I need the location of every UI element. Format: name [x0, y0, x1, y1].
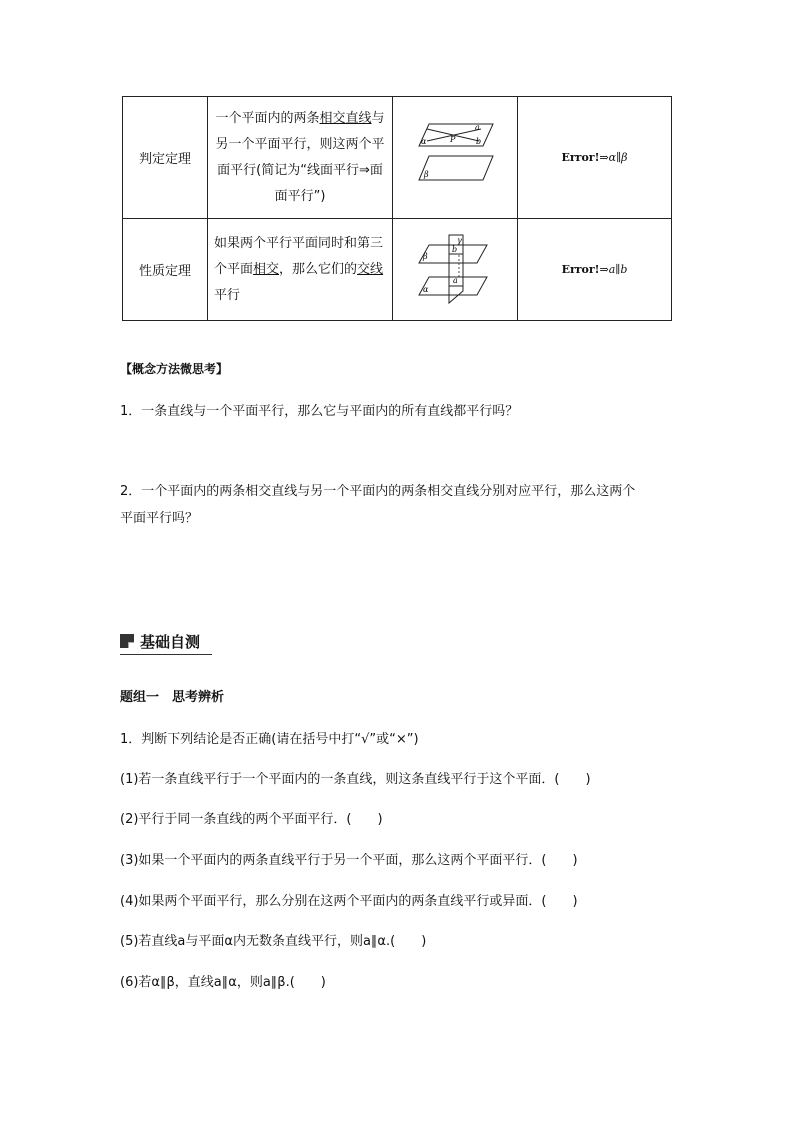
error-text: Error! [561, 263, 600, 276]
question-2-line-2: 平面平行吗？ [120, 511, 199, 526]
symbol-expression: ⇒a∥b [599, 263, 628, 276]
theorem-text [208, 219, 393, 321]
question-intro: 1．判断下列结论是否正确(请在括号中打“√”或“×”) [120, 732, 419, 747]
text-part: 一个平面内的两条 [215, 110, 320, 126]
judgement-item: (4)如果两个平面平行，那么分别在这两个平面内的两条直线平行或异面．( ) [120, 894, 578, 909]
group-title: 题组一 思考辨析 [120, 690, 225, 705]
section-square-icon [120, 634, 134, 648]
text-part: 如果两个平行平面同时和第三个平面 [214, 235, 384, 277]
label-b: b [452, 244, 458, 254]
theorem-symbol [518, 219, 672, 321]
label-b: b [476, 136, 482, 146]
theorem-symbol [518, 97, 672, 219]
judgement-item: (3)如果一个平面内的两条直线平行于另一个平面，那么这两个平面平行．( ) [120, 853, 578, 868]
text-part: ，那么它们的 [279, 261, 358, 277]
judgement-item: (5)若直线a与平面α内无数条直线平行，则a∥α.( ) [120, 934, 427, 949]
underlined-term: 交线 [357, 261, 384, 277]
label-beta: β [423, 251, 428, 261]
label-gamma: γ [457, 235, 462, 245]
label-a: a [475, 122, 480, 132]
table-row-decision-theorem [123, 97, 672, 219]
judgement-item: (1)若一条直线平行于一个平面内的一条直线，则这条直线平行于这个平面．( ) [120, 772, 591, 787]
label-a: a [453, 275, 458, 285]
symbol-expression: ⇒α∥β [599, 151, 628, 164]
theorem-figure [393, 97, 518, 219]
question-2-line-1: 2．一个平面内的两条相交直线与另一个平面内的两条相交直线分别对应平行，那么这两个 [120, 484, 636, 499]
label-alpha: α [421, 136, 427, 146]
label-beta: β [424, 169, 429, 179]
table-row-property-theorem [123, 219, 672, 321]
section-header [120, 630, 212, 655]
question-1: 1．一条直线与一个平面平行，那么它与平面内的所有直线都平行吗？ [120, 404, 519, 419]
text-part: 与另一个平面平行，则这两个平面平行(简记为“线面平行⇒面面平行”) [215, 110, 385, 204]
theorem-figure [393, 219, 518, 321]
underlined-term: 相交 [253, 261, 280, 277]
theorem-text [208, 97, 393, 219]
label-P: P [450, 134, 456, 144]
underlined-term: 相交直线 [319, 110, 372, 126]
theorem-name: 判定定理 [123, 97, 208, 219]
planes-figure [415, 120, 495, 192]
three-planes-figure [417, 231, 493, 305]
text-part: 平行 [214, 287, 241, 303]
theorem-name: 性质定理 [123, 219, 208, 321]
judgement-item: (2)平行于同一条直线的两个平面平行．( ) [120, 812, 383, 827]
concept-heading: 【概念方法微思考】 [120, 362, 229, 376]
label-alpha: α [423, 284, 429, 294]
theorem-table [122, 96, 672, 321]
judgement-item: (6)若α∥β，直线a∥α，则a∥β.( ) [120, 975, 326, 990]
error-text: Error! [561, 151, 600, 164]
section-title: 基础自测 [140, 633, 201, 651]
